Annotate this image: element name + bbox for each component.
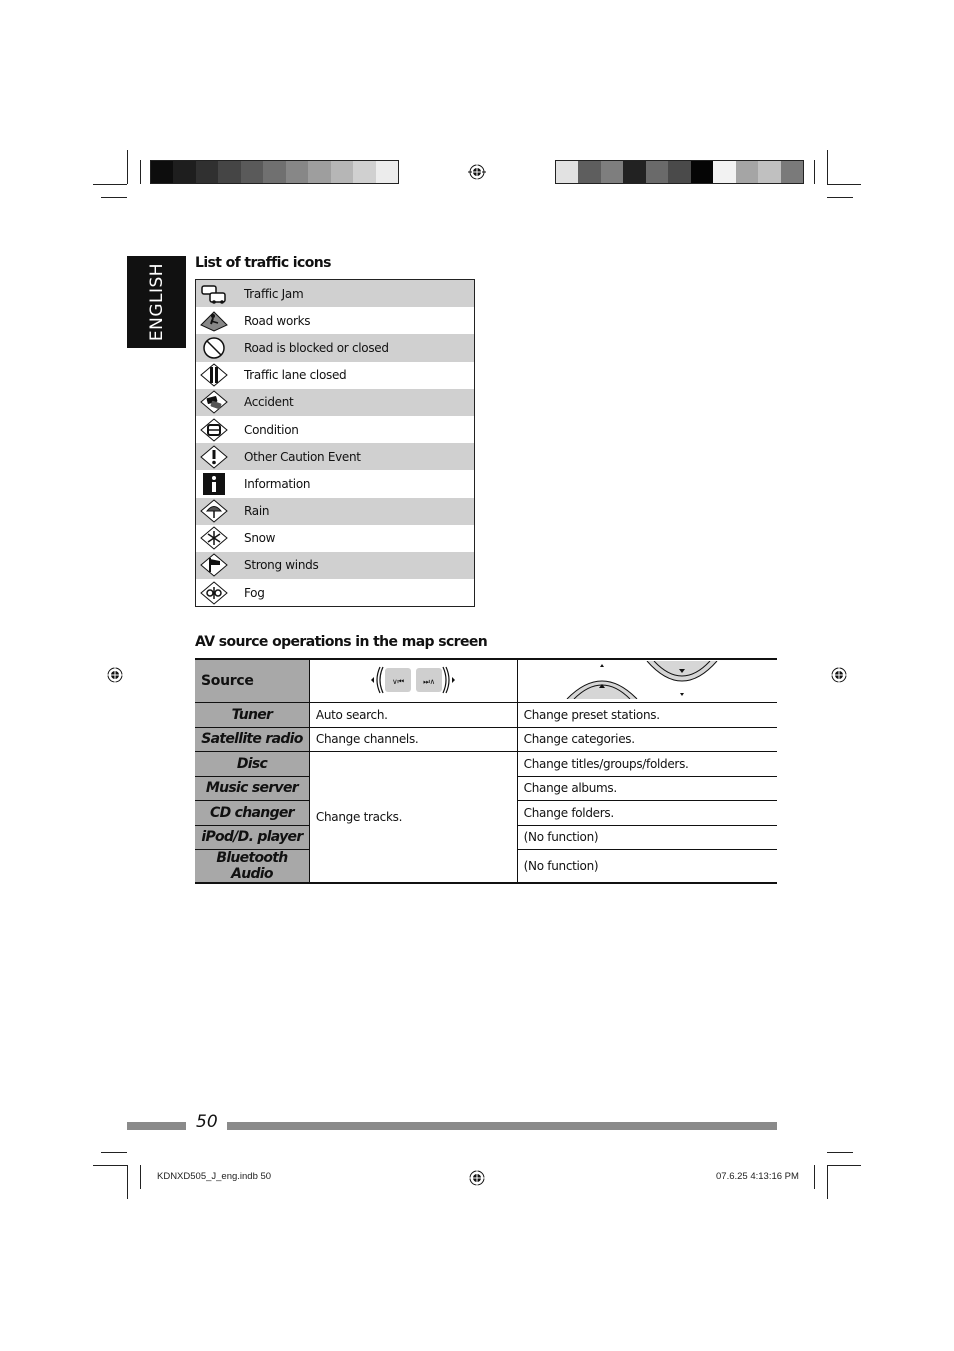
crop-mark bbox=[93, 184, 127, 185]
up-down-dial-icon bbox=[562, 661, 732, 699]
source-cell: Disc bbox=[195, 752, 309, 777]
source-header: Source bbox=[195, 659, 309, 703]
table-row bbox=[195, 703, 777, 728]
rain-icon bbox=[200, 499, 228, 523]
crop-mark bbox=[101, 197, 127, 198]
snow-icon bbox=[200, 526, 228, 550]
list-item bbox=[196, 579, 474, 606]
traffic-item-label: Fog bbox=[244, 585, 265, 600]
traffic-item-label: Strong winds bbox=[244, 558, 319, 573]
list-item bbox=[196, 334, 474, 361]
crop-mark bbox=[127, 1165, 128, 1199]
information-icon bbox=[200, 472, 228, 496]
traffic-section-title: List of traffic icons bbox=[195, 255, 331, 271]
crop-mark bbox=[827, 150, 828, 184]
skip-buttons-header bbox=[309, 659, 517, 703]
table-row bbox=[195, 752, 777, 777]
list-item bbox=[196, 416, 474, 443]
traffic-jam-icon bbox=[200, 283, 228, 305]
dial-operation-cell: (No function) bbox=[517, 825, 777, 850]
crop-mark bbox=[814, 160, 815, 184]
crop-mark bbox=[93, 1165, 127, 1166]
traffic-item-label: Condition bbox=[244, 422, 299, 437]
traffic-item-label: Traffic Jam bbox=[244, 286, 304, 301]
traffic-item-label: Snow bbox=[244, 531, 276, 546]
language-tab bbox=[127, 256, 186, 348]
crop-mark bbox=[827, 197, 853, 198]
crop-mark bbox=[827, 184, 861, 185]
list-item bbox=[196, 470, 474, 497]
calibration-strip-left bbox=[150, 160, 399, 184]
crop-mark bbox=[827, 1152, 853, 1153]
traffic-item-label: Road works bbox=[244, 313, 311, 328]
lane-closed-icon bbox=[200, 363, 228, 387]
skip-forward-button-label: ⏭∧ bbox=[423, 676, 436, 686]
list-item bbox=[196, 307, 474, 334]
registration-mark bbox=[830, 666, 848, 684]
page-bar-right bbox=[227, 1122, 777, 1130]
traffic-item-label: Road is blocked or closed bbox=[244, 340, 389, 355]
dial-operation-cell: (No function) bbox=[517, 850, 777, 884]
crop-mark bbox=[827, 1165, 861, 1166]
list-item bbox=[196, 362, 474, 389]
dial-operation-cell: Change categories. bbox=[517, 727, 777, 752]
list-item bbox=[196, 552, 474, 579]
traffic-item-label: Information bbox=[244, 476, 311, 491]
traffic-icon-table bbox=[195, 279, 475, 607]
page-number: 50 bbox=[196, 1112, 218, 1132]
caution-icon bbox=[200, 445, 228, 469]
skip-back-button-label: ∨⏮ bbox=[392, 676, 405, 686]
road-blocked-icon bbox=[200, 336, 228, 360]
list-item bbox=[196, 443, 474, 470]
traffic-item-label: Accident bbox=[244, 395, 294, 410]
av-section-title: AV source operations in the map screen bbox=[195, 634, 488, 650]
crop-mark bbox=[814, 1165, 815, 1189]
source-cell: iPod/D. player bbox=[195, 825, 309, 850]
source-cell: CD changer bbox=[195, 801, 309, 826]
skip-buttons-icon bbox=[368, 664, 458, 696]
dial-buttons-header bbox=[517, 659, 777, 703]
registration-mark bbox=[468, 163, 486, 181]
registration-mark bbox=[106, 666, 124, 684]
road-works-icon bbox=[200, 310, 228, 332]
skip-operation-cell: Change channels. bbox=[309, 727, 517, 752]
traffic-item-label: Rain bbox=[244, 504, 270, 519]
list-item bbox=[196, 280, 474, 307]
list-item bbox=[196, 389, 474, 416]
crop-mark bbox=[140, 1165, 141, 1189]
source-cell: Tuner bbox=[195, 703, 309, 728]
dial-operation-cell: Change albums. bbox=[517, 776, 777, 801]
traffic-item-label: Traffic lane closed bbox=[244, 368, 347, 383]
crop-mark bbox=[101, 1152, 127, 1153]
list-item bbox=[196, 525, 474, 552]
av-operations-table bbox=[195, 658, 777, 884]
dial-operation-cell: Change folders. bbox=[517, 801, 777, 826]
skip-operation-cell: Auto search. bbox=[309, 703, 517, 728]
crop-mark bbox=[827, 1165, 828, 1199]
registration-mark bbox=[468, 1169, 486, 1187]
wind-icon bbox=[200, 553, 228, 577]
dial-operation-cell: Change titles/groups/folders. bbox=[517, 752, 777, 777]
footer-timestamp: 07.6.25 4:13:16 PM bbox=[716, 1171, 799, 1182]
table-row bbox=[195, 727, 777, 752]
crop-mark bbox=[127, 150, 128, 184]
dial-operation-cell: Change preset stations. bbox=[517, 703, 777, 728]
crop-mark bbox=[140, 160, 141, 184]
page-bar-left bbox=[127, 1122, 186, 1130]
fog-icon bbox=[200, 581, 228, 605]
skip-operation-cell: Change tracks. bbox=[309, 752, 517, 884]
language-tab-label: ENGLISH bbox=[146, 262, 167, 342]
accident-icon bbox=[200, 390, 228, 414]
source-cell: Satellite radio bbox=[195, 727, 309, 752]
calibration-strip-right bbox=[555, 160, 804, 184]
list-item bbox=[196, 498, 474, 525]
table-header-row bbox=[195, 659, 777, 703]
footer-filename: KDNXD505_J_eng.indb 50 bbox=[157, 1171, 272, 1182]
condition-icon bbox=[200, 418, 228, 442]
source-cell: Music server bbox=[195, 776, 309, 801]
traffic-item-label: Other Caution Event bbox=[244, 449, 361, 464]
source-cell: Bluetooth Audio bbox=[195, 850, 309, 884]
